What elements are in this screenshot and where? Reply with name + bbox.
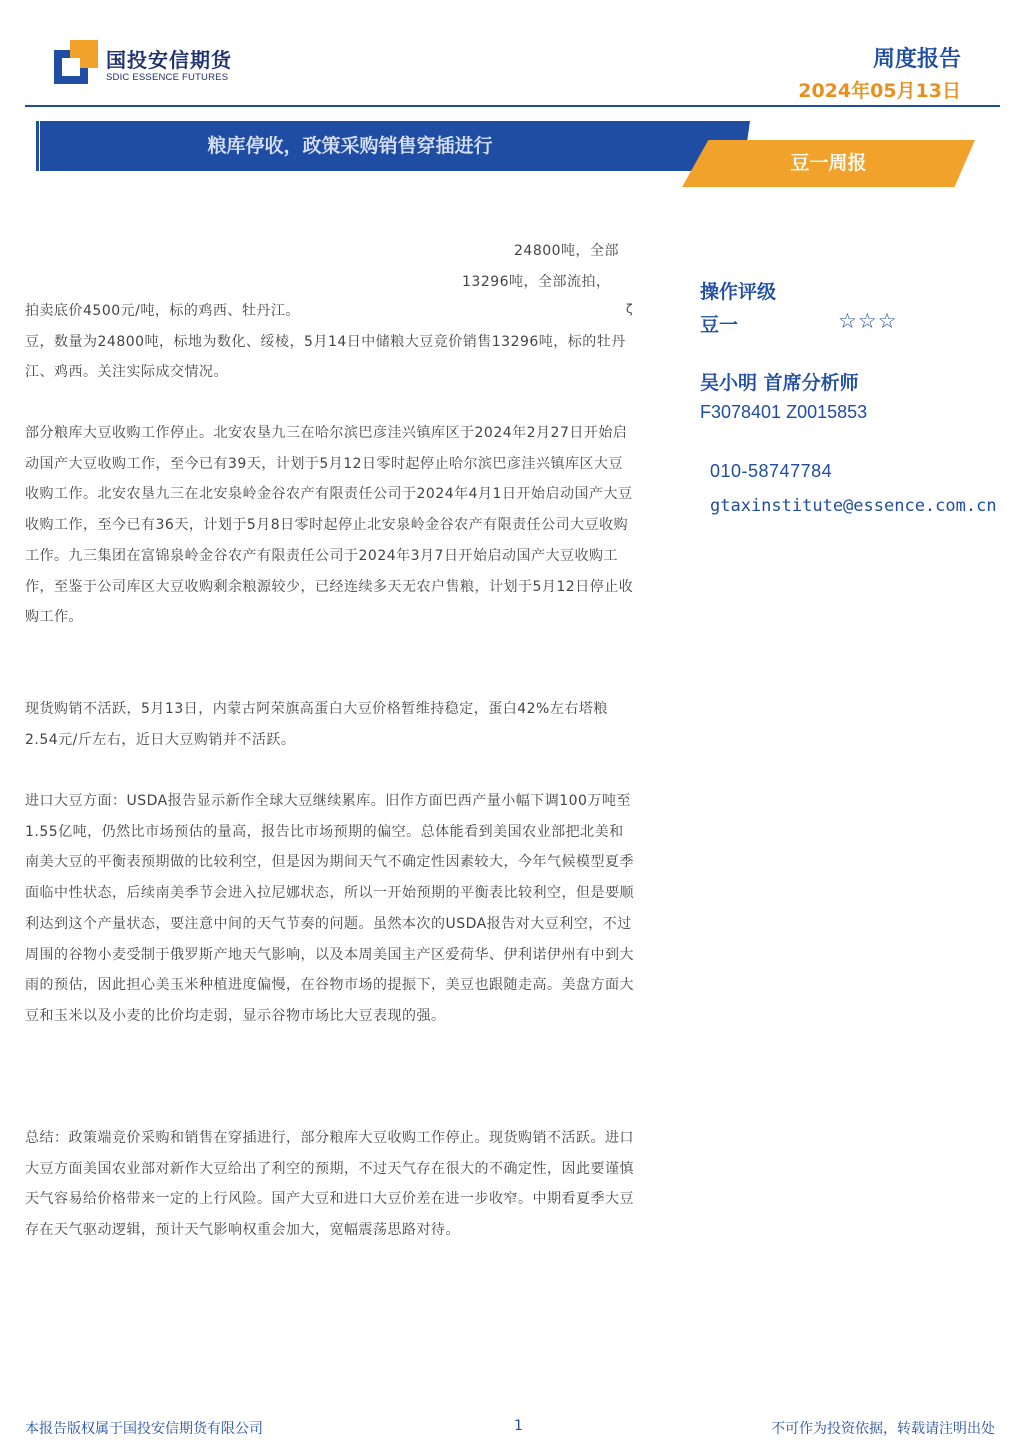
report-title: 粮库停收，政策采购销售穿插进行 (207, 135, 493, 157)
paragraph-purchase: 部分粮库大豆收购工作停止。北安农垦九三在哈尔滨巴彦洼兴镇库区于2024年2月27日开始启动国产大豆收购工作，至今已有39天，计划于5月12日零时起停止哈尔滨巴彦洼兴镇库区大豆收购工作。北安农垦九三在北安泉岭金谷农产有限责任公司于2024年4月1日开始启动国产大豆收购工作，至今已有36天，计划于5月8日零时起停止北安泉岭金谷农产有限责任公司大豆收购工作。九三集团在富锦泉岭金谷农产有限责任公司于2024年3月7日开始启动国产大豆收购工作，至鉴于公司库区大豆收购剩余粮源较少，已经连续多天无农户售粮，计划于5月12日停止收购工作。 (25, 425, 634, 626)
analyst-phone: 010-58747784 (710, 461, 833, 481)
rating-label: 操作评级 (700, 281, 777, 303)
report-date: 2024年05月13日 (798, 80, 961, 102)
paragraph-import: 进口大豆方面：USDA报告显示新作全球大豆继续累库。旧作方面巴西产量小幅下调100万吨至1.55亿吨，仍然比市场预估的量高，报告比市场预期的偏空。总体能看到美国农业部把北美和南美大豆的平衡表预期做的比较利空，但是因为期间天气不确定性因素较大，今年气候模型夏季面临中性状态，后续南美季节会进入拉尼娜状态，所以一开始预期的平衡表比较利空，但是要顺利达到这个产量状态，要注意中间的天气节奏的问题。虽然本次的USDA报告对大豆利空，不过周围的谷物小麦受制于俄罗斯产地天气影响，以及本周美国主产区爱荷华、伊利诺伊州有中到大雨的预估，因此担心美玉米种植进度偏慢，在谷物市场的提振下，美豆也跟随走高。美盘方面大豆和玉米以及小麦的比价均走弱，显示谷物市场比大豆表现的强。 (25, 793, 634, 1024)
logo-mark-icon (54, 40, 98, 84)
rating-product: 豆一 (700, 314, 739, 336)
footer-copyright: 本报告版权属于国投安信期货有限公司 (25, 1421, 263, 1437)
footer-page-number: 1 (514, 1418, 523, 1434)
report-tag: 豆一周报 (790, 152, 867, 174)
logo-company-name-en: SDIC ESSENCE FUTURES (106, 72, 229, 83)
logo-company-name: 国投安信期货 (106, 48, 232, 72)
analyst-cert: F3078401 Z0015853 (700, 402, 868, 422)
text-fragment: 24800吨，全部 (514, 243, 620, 259)
text-fragment: ζ (626, 302, 634, 316)
paragraph-policy: 拍卖底价4500元/吨，标的鸡西、牡丹江。 豆，数量为24800吨，标地为数化、绥棱，5月14日中储粮大豆竞价销售13296吨，标的牡丹江、鸡西。关注实际成交情况。 (25, 303, 626, 381)
report-type: 周度报告 (872, 47, 961, 72)
analyst-name: 吴小明 首席分析师 (700, 372, 859, 394)
footer-disclaimer: 不可作为投资依据，转载请注明出处 (771, 1421, 995, 1437)
paragraph-spot: 现货购销不活跃，5月13日，内蒙古阿荣旗高蛋白大豆价格暂维持稳定，蛋白42%左右塔粮2.54元/斤左右，近日大豆购销并不活跃。 (25, 701, 608, 748)
text-fragment: 13296吨，全部流拍， (462, 274, 611, 290)
banner-edge (36, 121, 39, 171)
analyst-email: gtaxinstitute@essence.com.cn (710, 496, 997, 516)
header-divider (25, 105, 1000, 107)
company-logo (54, 40, 232, 88)
rating-stars-icon: ☆☆☆ (838, 309, 898, 333)
paragraph-summary: 总结：政策端竞价采购和销售在穿插进行，部分粮库大豆收购工作停止。现货购销不活跃。进口大豆方面美国农业部对新作大豆给出了利空的预期，不过天气存在很大的不确定性，因此要谨慎天气容易给价格带来一定的上行风险。国产大豆和进口大豆价差在进一步收窄。中期看夏季大豆存在天气驱动逻辑，预计天气影响权重会加大，宽幅震荡思路对待。 (25, 1130, 634, 1239)
